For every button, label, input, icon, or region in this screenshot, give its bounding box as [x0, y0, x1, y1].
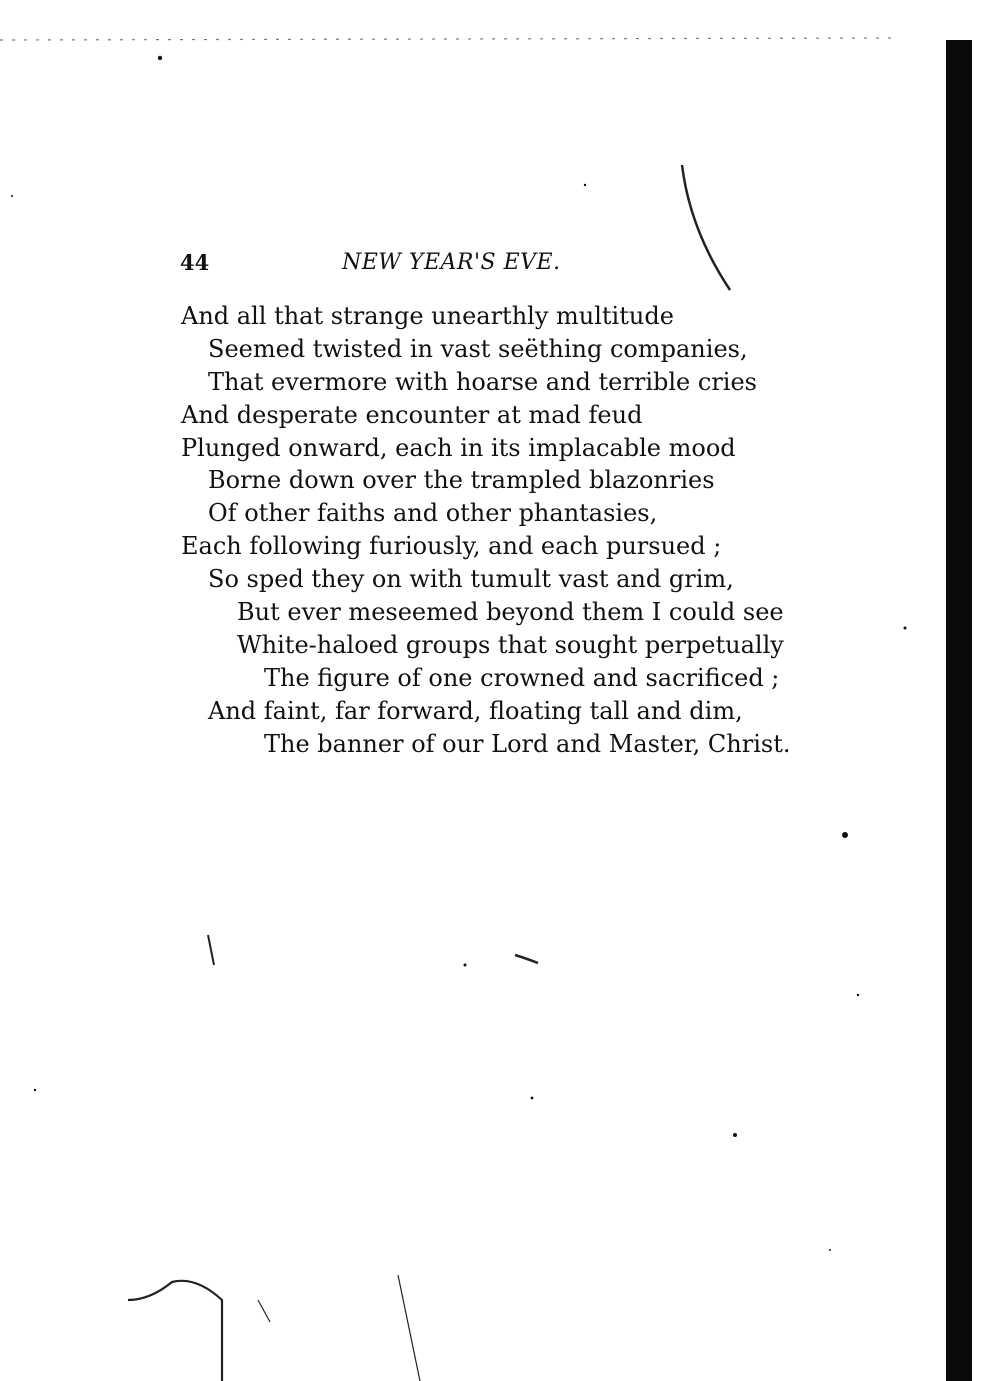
poem-line: The figure of one crowned and sacrificed ; — [264, 663, 780, 692]
poem-stanza — [181, 300, 831, 760]
running-title: NEW YEAR'S EVE. — [342, 250, 561, 275]
book-binding-shadow — [946, 40, 972, 1381]
poem-line: White-haloed groups that sought perpetually — [237, 630, 784, 659]
poem-line: That evermore with hoarse and terrible cries — [208, 367, 757, 396]
page-header — [180, 250, 600, 280]
poem-line: The banner of our Lord and Master, Christ. — [264, 729, 791, 758]
poem-line: Borne down over the trampled blazonries — [208, 466, 715, 495]
poem-line: Each following furiously, and each pursued ; — [181, 532, 722, 561]
poem-line: Plunged onward, each in its implacable mood — [181, 433, 736, 462]
poem-line: And desperate encounter at mad feud — [181, 400, 643, 429]
poem-line: And all that strange unearthly multitude — [181, 302, 674, 330]
poem-line: But ever meseemed beyond them I could see — [237, 598, 784, 627]
poem-line: And faint, far forward, floating tall and dim, — [208, 696, 743, 725]
poem-line: Of other faiths and other phantasies, — [208, 499, 658, 528]
poem-line: So sped they on with tumult vast and grim, — [208, 565, 734, 594]
page-number: 44 — [180, 250, 210, 275]
poem-line: Seemed twisted in vast seëthing companies, — [208, 334, 748, 363]
